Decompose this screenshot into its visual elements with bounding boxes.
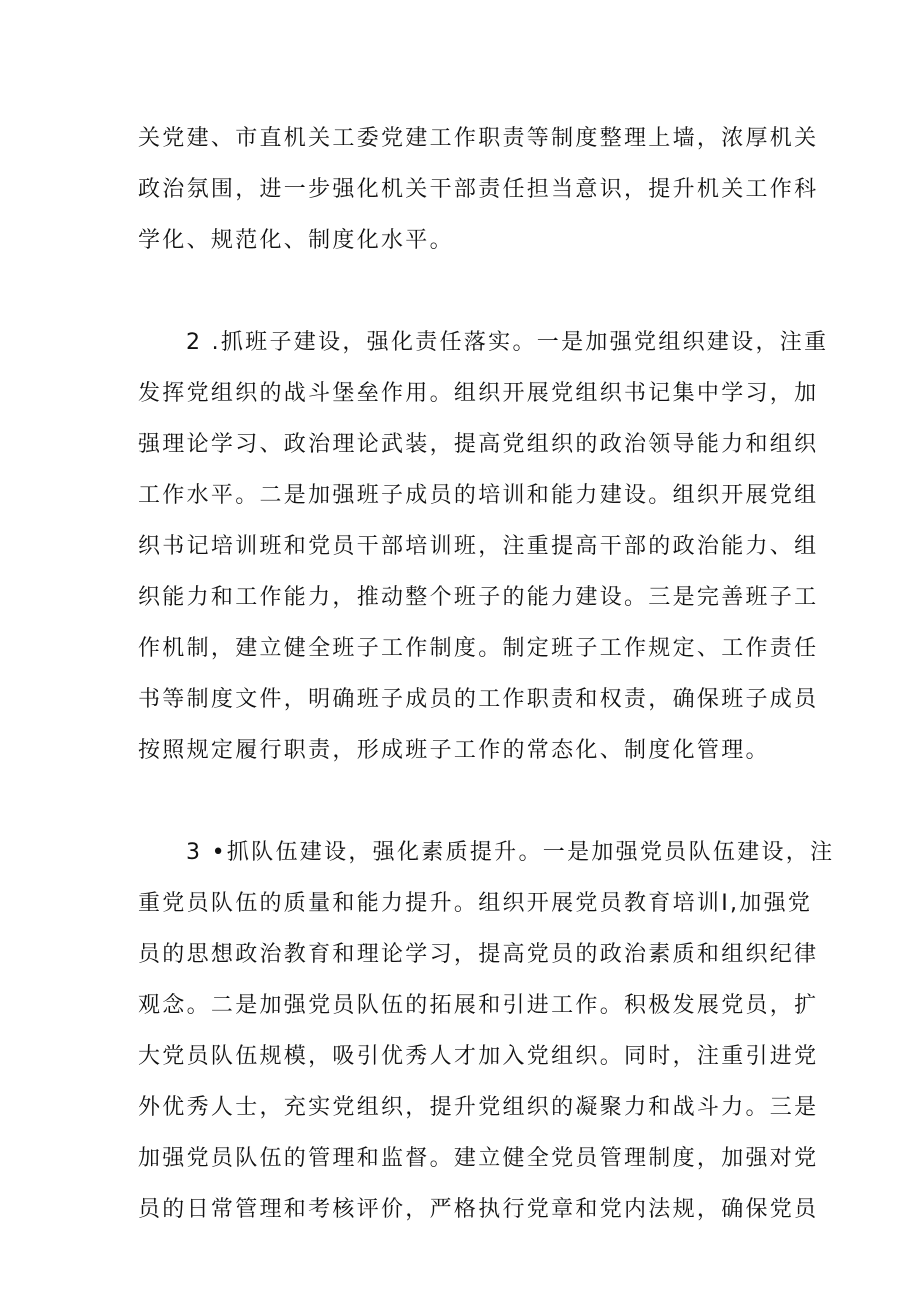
paragraph-line: 外优秀人士，充实党组织，提升党组织的凝聚力和战斗力。三是 <box>138 1095 819 1120</box>
paragraph-line: 工作水平。二是加强班子成员的培训和能力建设。组织开展党组 <box>138 483 819 508</box>
paragraph-line: 重党员队伍的质量和能力提升。组织开展党员教育培训I,加强党 <box>138 891 813 916</box>
paragraph-line: 学化、规范化、制度化水平。 <box>138 228 454 253</box>
paragraph-line: 按照规定履行职责，形成班子工作的常态化、制度化管理。 <box>138 738 770 763</box>
paragraph-line: 员的日常管理和考核评价，严格执行党章和党内法规，确保党员 <box>138 1197 819 1222</box>
paragraph-line: 大党员队伍规模，吸引优秀人才加入党组织。同时，注重引进党 <box>138 1044 819 1069</box>
paragraph-line: 作机制，建立健全班子工作制度。制定班子工作规定、工作责任 <box>138 636 819 661</box>
paragraph-line: 员的思想政治教育和理论学习，提高党员的政治素质和组织纪律 <box>138 942 819 967</box>
paragraph-line: 2 .抓班子建设，强化责任落实。一是加强党组织建设，注重 <box>186 330 829 355</box>
paragraph-line: 观念。二是加强党员队伍的拓展和引进工作。积极发展党员，扩 <box>138 993 819 1018</box>
paragraph-line: 织能力和工作能力，推动整个班子的能力建设。三是完善班子工 <box>138 585 819 610</box>
paragraph-line: 发挥党组织的战斗堡垒作用。组织开展党组织书记集中学习，加 <box>138 381 819 406</box>
paragraph-line: 书等制度文件，明确班子成员的工作职责和权责，确保班子成员 <box>138 687 819 712</box>
paragraph-line: 加强党员队伍的管理和监督。建立健全党员管理制度，加强对党 <box>138 1146 819 1171</box>
paragraph-line: 政治氛围，进一步强化机关干部责任担当意识，提升机关工作科 <box>138 177 819 202</box>
paragraph-line: 强理论学习、政治理论武装，提高党组织的政治领导能力和组织 <box>138 432 819 457</box>
paragraph-line: 织书记培训班和党员干部培训班，注重提高干部的政治能力、组 <box>138 534 819 559</box>
paragraph-line: 3 •抓队伍建设，强化素质提升。一是加强党员队伍建设，注 <box>186 840 835 865</box>
paragraph-line: 关党建、市直机关工委党建工作职责等制度整理上墙，浓厚机关 <box>138 126 819 151</box>
